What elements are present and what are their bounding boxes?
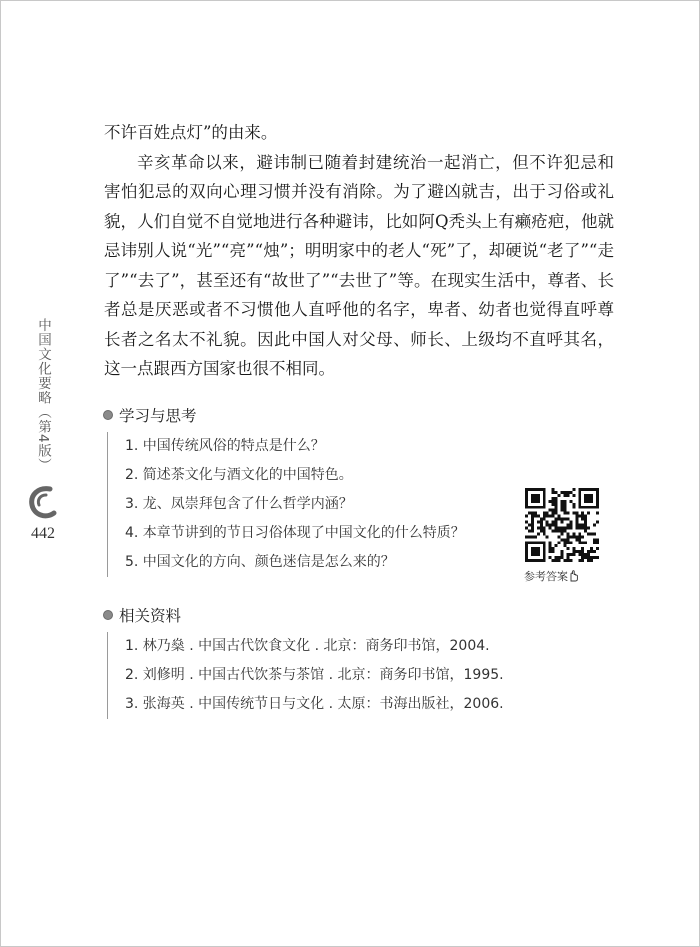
page-number: 442	[31, 524, 55, 542]
question-item: 1. 中国传统风俗的特点是什么？	[125, 438, 325, 454]
hand-pointer-icon	[568, 570, 579, 582]
question-item: 5. 中国文化的方向、颜色迷信是怎么来的？	[125, 554, 395, 570]
bullet-dot-icon	[103, 610, 113, 620]
reference-item: 2. 刘修明 . 中国古代饮茶与茶馆 . 北京：商务印书馆，1995.	[125, 667, 504, 683]
reference-item: 3. 张海英 . 中国传统节日与文化 . 太原：书海出版社，2006.	[125, 696, 504, 712]
answer-link[interactable]	[524, 568, 579, 584]
qr-label: 参考答案	[524, 570, 568, 583]
references-section	[103, 604, 504, 719]
references-list	[107, 632, 504, 719]
question-item: 2. 简述茶文化与酒文化的中国特色。	[125, 467, 353, 483]
paragraph-continuation: 不许百姓点灯”的由来。	[104, 123, 278, 142]
study-title: 学习与思考	[119, 407, 197, 425]
qr-code-icon[interactable]	[525, 488, 599, 562]
question-item: 3. 龙、凤崇拜包含了什么哲学内涵？	[125, 496, 353, 512]
reference-item: 1. 林乃燊 . 中国古代饮食文化 . 北京：商务印书馆，2004.	[125, 638, 490, 654]
question-item: 4. 本章节讲到的节日习俗体现了中国文化的什么特质？	[125, 525, 465, 541]
running-title: 中国文化要略（第4版）	[35, 318, 51, 473]
study-section	[103, 404, 465, 577]
paragraph: 辛亥革命以来，避讳制已随着封建统治一起消亡，但不许犯忌和害怕犯忌的双向心理习惯并没有消除。为了避凶就吉，出于习俗或礼貌，人们自觉不自觉地进行各种避讳，比如阿Q秃头上有癞疮疤，他就忌讳别人说“光”“亮”“烛”；明明家中的老人“死”了，却硬说“老了”“走了”“去了”，甚至还有“故世了”“去世了”等。在现实生活中，尊者、长者总是厌恶或者不习惯他人直呼他的名字，卑者、幼者也觉得直呼尊长者之名太不礼貌。因此中国人对父母、师长、上级均不直呼其名，这一点跟西方国家也很不相同。	[104, 152, 614, 378]
body-text	[104, 118, 614, 384]
book-logo-icon	[26, 483, 60, 521]
references-header	[103, 604, 504, 626]
references-title: 相关资料	[119, 607, 182, 625]
bullet-dot-icon	[103, 410, 113, 420]
side-margin	[26, 318, 60, 543]
study-header	[103, 404, 465, 426]
study-list	[107, 432, 465, 577]
